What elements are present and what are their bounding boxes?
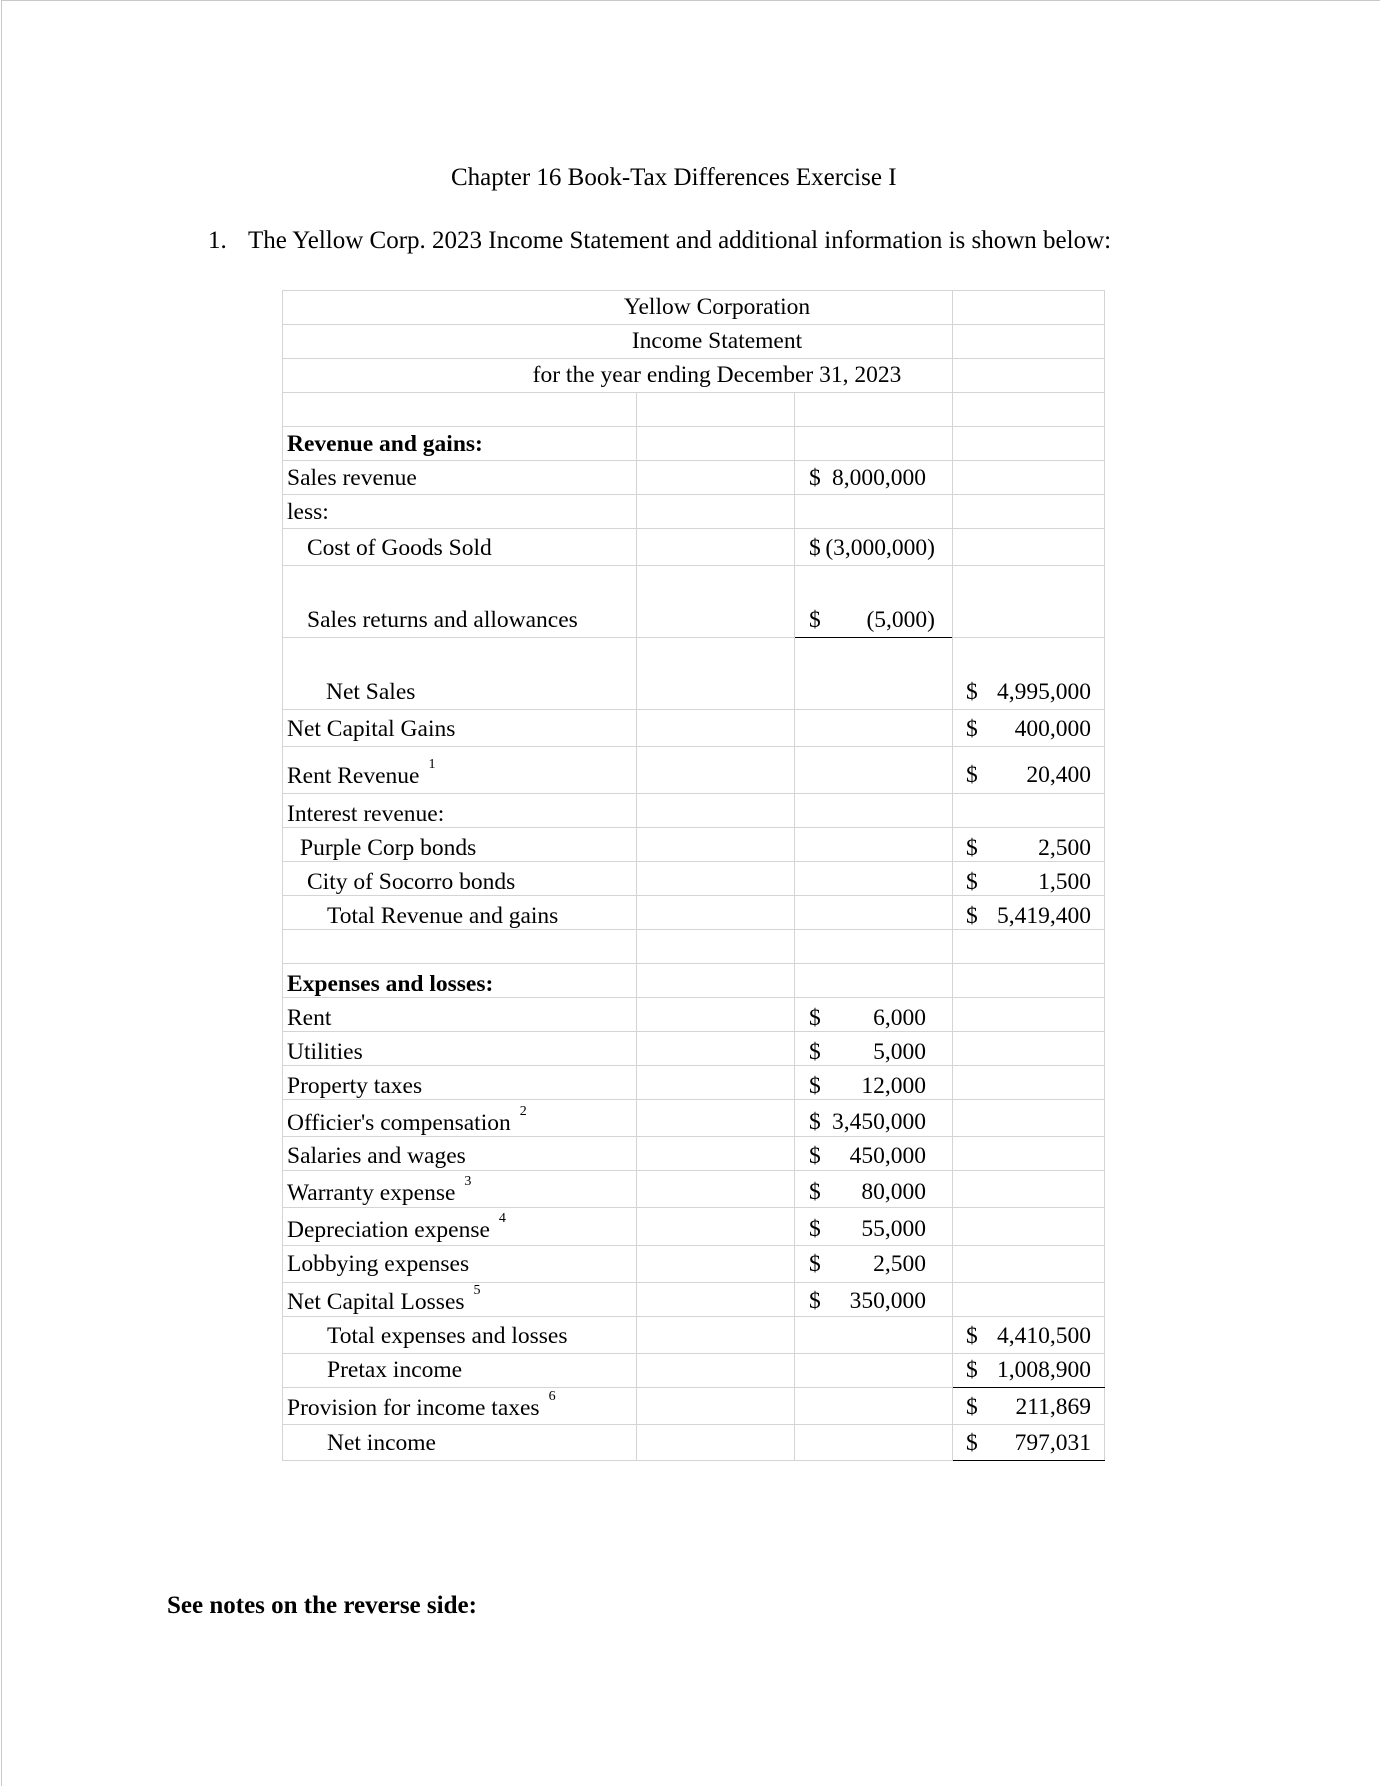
footer-note: See notes on the reverse side: [167,1592,477,1619]
expense-amount: 350,000 [849,1288,926,1314]
footnote-6: 6 [548,1389,556,1404]
expense-amount: 80,000 [861,1179,926,1205]
expense-dollar: $ [809,1179,821,1205]
total-expenses-amount: 4,410,500 [997,1323,1091,1349]
total-expenses-label: Total expenses and losses [327,1323,568,1349]
interest-header: Interest revenue: [287,801,445,827]
cogs-dollar: $ [809,535,821,561]
expenses-header: Expenses and losses: [287,971,494,997]
net-capital-gains-label: Net Capital Gains [287,716,456,742]
revenue-header: Revenue and gains: [287,431,483,457]
expense-dollar: $ [809,1109,821,1135]
total-expenses-dollar: $ [966,1323,978,1349]
expense-amount: 55,000 [861,1216,926,1242]
expense-label: Property taxes [287,1073,423,1099]
question-1 [208,227,1111,255]
footnote-3: 3 [464,1174,472,1189]
less-label: less: [287,499,329,525]
expense-label: Lobbying expenses [287,1251,470,1277]
company-name: Yellow Corporation [623,294,811,320]
total-revenue-label: Total Revenue and gains [327,903,559,929]
net-sales-amount: 4,995,000 [997,679,1091,705]
net-sales-label: Net Sales [326,679,416,705]
expense-dollar: $ [809,1288,821,1314]
returns-amount: (5,000) [866,607,935,633]
sales-revenue-dollar: $ [809,465,821,491]
expense-amount: 3,450,000 [832,1109,926,1135]
income-statement-table [282,290,1105,1464]
purple-bonds-label: Purple Corp bonds [300,835,477,861]
socorro-bonds-label: City of Socorro bonds [307,869,516,895]
expense-amount: 450,000 [849,1143,926,1169]
returns-dollar: $ [809,607,821,633]
socorro-bonds-dollar: $ [966,869,978,895]
expense-label: Rent [287,1005,332,1031]
net-income-amount: 797,031 [1014,1430,1091,1456]
expense-dollar: $ [809,1005,821,1031]
expense-dollar: $ [809,1073,821,1099]
rent-revenue-dollar: $ [966,762,978,788]
statement-period: for the year ending December 31, 2023 [532,362,902,388]
tax-provision-amount: 211,869 [1015,1394,1091,1420]
tax-provision-label: Provision for income taxes $^6$ [287,1389,556,1421]
expense-label: Depreciation expense $^4$ [287,1211,506,1243]
footnote-5: 5 [473,1283,481,1298]
net-sales-dollar: $ [966,679,978,705]
expense-amount: 2,500 [873,1251,926,1277]
footnote-1: 1 [428,757,436,772]
expense-amount: 12,000 [861,1073,926,1099]
net-capital-gains-amount: 400,000 [1014,716,1091,742]
sales-revenue-amount: 8,000,000 [832,465,926,491]
page-title: Chapter 16 Book-Tax Differences Exercise I [451,164,897,191]
expense-label: Salaries and wages [287,1143,466,1169]
net-capital-gains-dollar: $ [966,716,978,742]
rent-revenue-label: Rent Revenue $^1$ [287,757,436,789]
net-income-label: Net income [327,1430,436,1456]
question-text: The Yellow Corp. 2023 Income Statement and additional information is shown below: [248,227,1112,254]
expense-dollar: $ [809,1143,821,1169]
expense-label: Utilities [287,1039,363,1065]
purple-bonds-dollar: $ [966,835,978,861]
cogs-amount: (3,000,000) [825,535,935,561]
socorro-bonds-amount: 1,500 [1038,869,1091,895]
pretax-income-dollar: $ [966,1357,978,1383]
expense-dollar: $ [809,1216,821,1242]
expense-amount: 5,000 [873,1039,926,1065]
expense-amount: 6,000 [873,1005,926,1031]
purple-bonds-amount: 2,500 [1038,835,1091,861]
total-revenue-amount: 5,419,400 [997,903,1091,929]
expense-label: Officier's compensation $^2$ [287,1104,527,1136]
pretax-income-amount: 1,008,900 [997,1357,1091,1383]
footnote-2: 2 [519,1104,527,1119]
rent-revenue-amount: 20,400 [1026,762,1091,788]
expense-label: Net Capital Losses $^5$ [287,1283,481,1315]
footnote-4: 4 [498,1211,506,1226]
net-income-dollar: $ [966,1430,978,1456]
sales-revenue-label: Sales revenue [287,465,417,491]
returns-label: Sales returns and allowances [307,607,578,633]
question-number: 1. [208,227,227,254]
expense-dollar: $ [809,1251,821,1277]
cogs-label: Cost of Goods Sold [307,535,492,561]
pretax-income-label: Pretax income [327,1357,463,1383]
tax-provision-dollar: $ [966,1394,978,1420]
statement-name: Income Statement [631,328,803,354]
total-revenue-dollar: $ [966,903,978,929]
expense-label: Warranty expense $^3$ [287,1174,472,1206]
expense-dollar: $ [809,1039,821,1065]
